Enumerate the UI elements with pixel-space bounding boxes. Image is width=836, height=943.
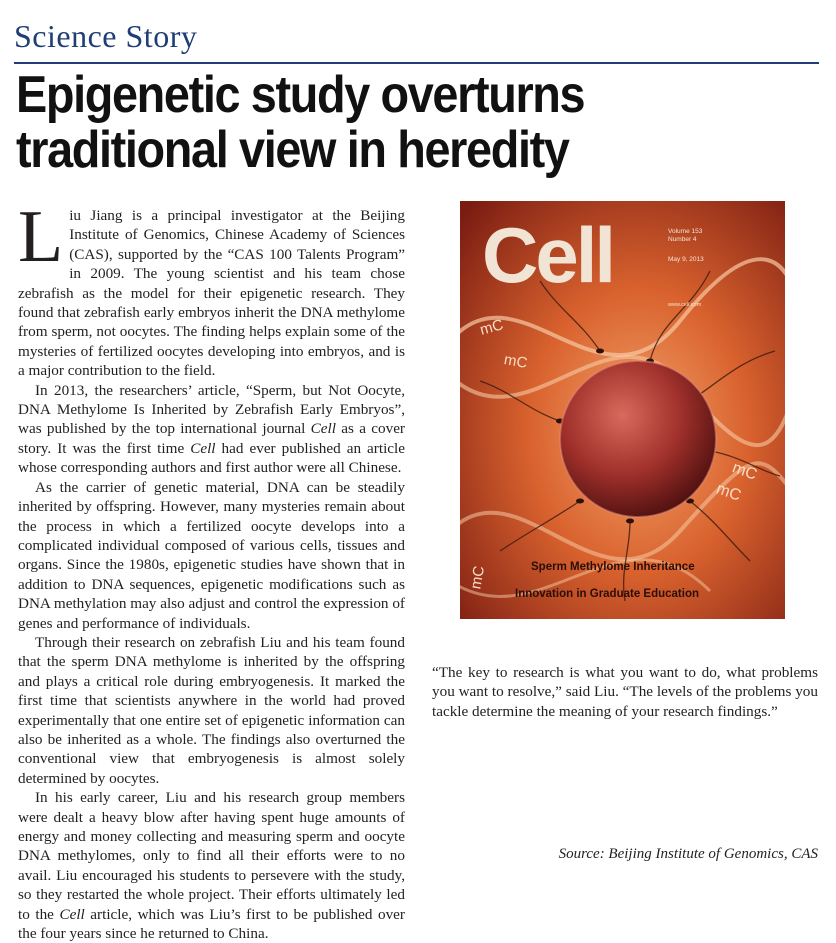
headline-line-2: traditional view in heredity — [16, 121, 569, 179]
paragraph-1-text: iu Jiang is a principal investigator at the Beijing Institute of Genomics, Chinese Academy of Sciences (CAS), supported by the “CAS 100 Talents Program” in 2009. The young scientist and his team chose zebrafish as the model for their epigenetic research. They found that zebrafish early embryos inherit the DNA methylome from sperm, not oocytes. The finding helps explain some of the mysteries of fertilized oocytes developing into embryos, and is a major contribution to the field. — [18, 207, 405, 380]
cover-volume: Volume 153 — [668, 228, 703, 235]
paragraph-5: In his early career, Liu and his research group members were dealt a heavy blow after having spent huge amounts of energy and money collecting and measuring sperm and oocyte DNA methylomes, only to find all their efforts were to no avail. Liu encouraged his students to persevere with the study, so they restarted the whole project. Their efforts ultimately led to the Cell article, which was Liu’s first to be published over the four years since he returned to China. — [18, 789, 405, 943]
paragraph-4: Through their research on zebrafish Liu and his team found that the sperm DNA methylome is inherited by the offspring and plays a critical role during embryogenesis. It marked the first time that scientists anywhere in the world had proved experimentally that one entire set of epigenetic information can also be inherited as a whole. The findings also overturned the conventional view that embryogenesis is almost solely determined by oocytes. — [18, 633, 405, 787]
journal-cover-image — [460, 201, 785, 619]
paragraph-2: In 2013, the researchers’ article, “Sperm, but Not Oocyte, DNA Methylome Is Inherited by Zebrafish Early Embryos”, was published by the top international journal Cell as a cover story. It was the first time Cell had ever published an article whose corresponding authors and first author were all Chinese. — [18, 381, 405, 477]
article-column-2 — [432, 663, 818, 721]
article-column-1 — [18, 196, 405, 943]
headline-line-1: Epigenetic study overturns — [16, 66, 585, 124]
header-rule — [14, 62, 819, 64]
drop-cap: L — [18, 196, 64, 278]
source-credit: Source: Beijing Institute of Genomics, CAS — [558, 846, 818, 862]
cover-headline-2: Innovation in Graduate Education — [515, 588, 700, 600]
article-headline — [16, 68, 736, 178]
paragraph-3: As the carrier of genetic material, DNA can be steadily inherited by offspring. However, many mysteries remain about the process in which a fertilized oocyte develops into a complicated individual composed of various cells, tissues and organs. Since the 1980s, epigenetic studies have shown that in addition to DNA sequences, epigenetic modifications such as DNA methylation may also adjust and control the expression of genes and performance of individuals. — [18, 478, 405, 632]
section-label: Science Story — [14, 18, 198, 54]
cover-url: www.cell.com — [668, 302, 702, 308]
dna-label-1: mC — [478, 316, 506, 339]
dna-label-2: mC — [502, 351, 529, 372]
cover-date: May 9, 2013 — [668, 256, 704, 263]
dna-label-4: mC — [730, 459, 760, 484]
cover-number: Number 4 — [668, 236, 697, 243]
dna-label-3: mC — [714, 480, 744, 505]
cover-headline-1: Sperm Methylome Inheritance — [531, 561, 695, 573]
dna-label-5: mC — [467, 564, 489, 591]
paragraph-6: “The key to research is what you want to do, what problems you want to resolve,” said Liu. “The levels of the problems you tackle determine the meaning of your research findings.” — [432, 664, 818, 720]
cover-logo: Cell — [482, 211, 614, 299]
paragraph-1 — [18, 196, 405, 381]
